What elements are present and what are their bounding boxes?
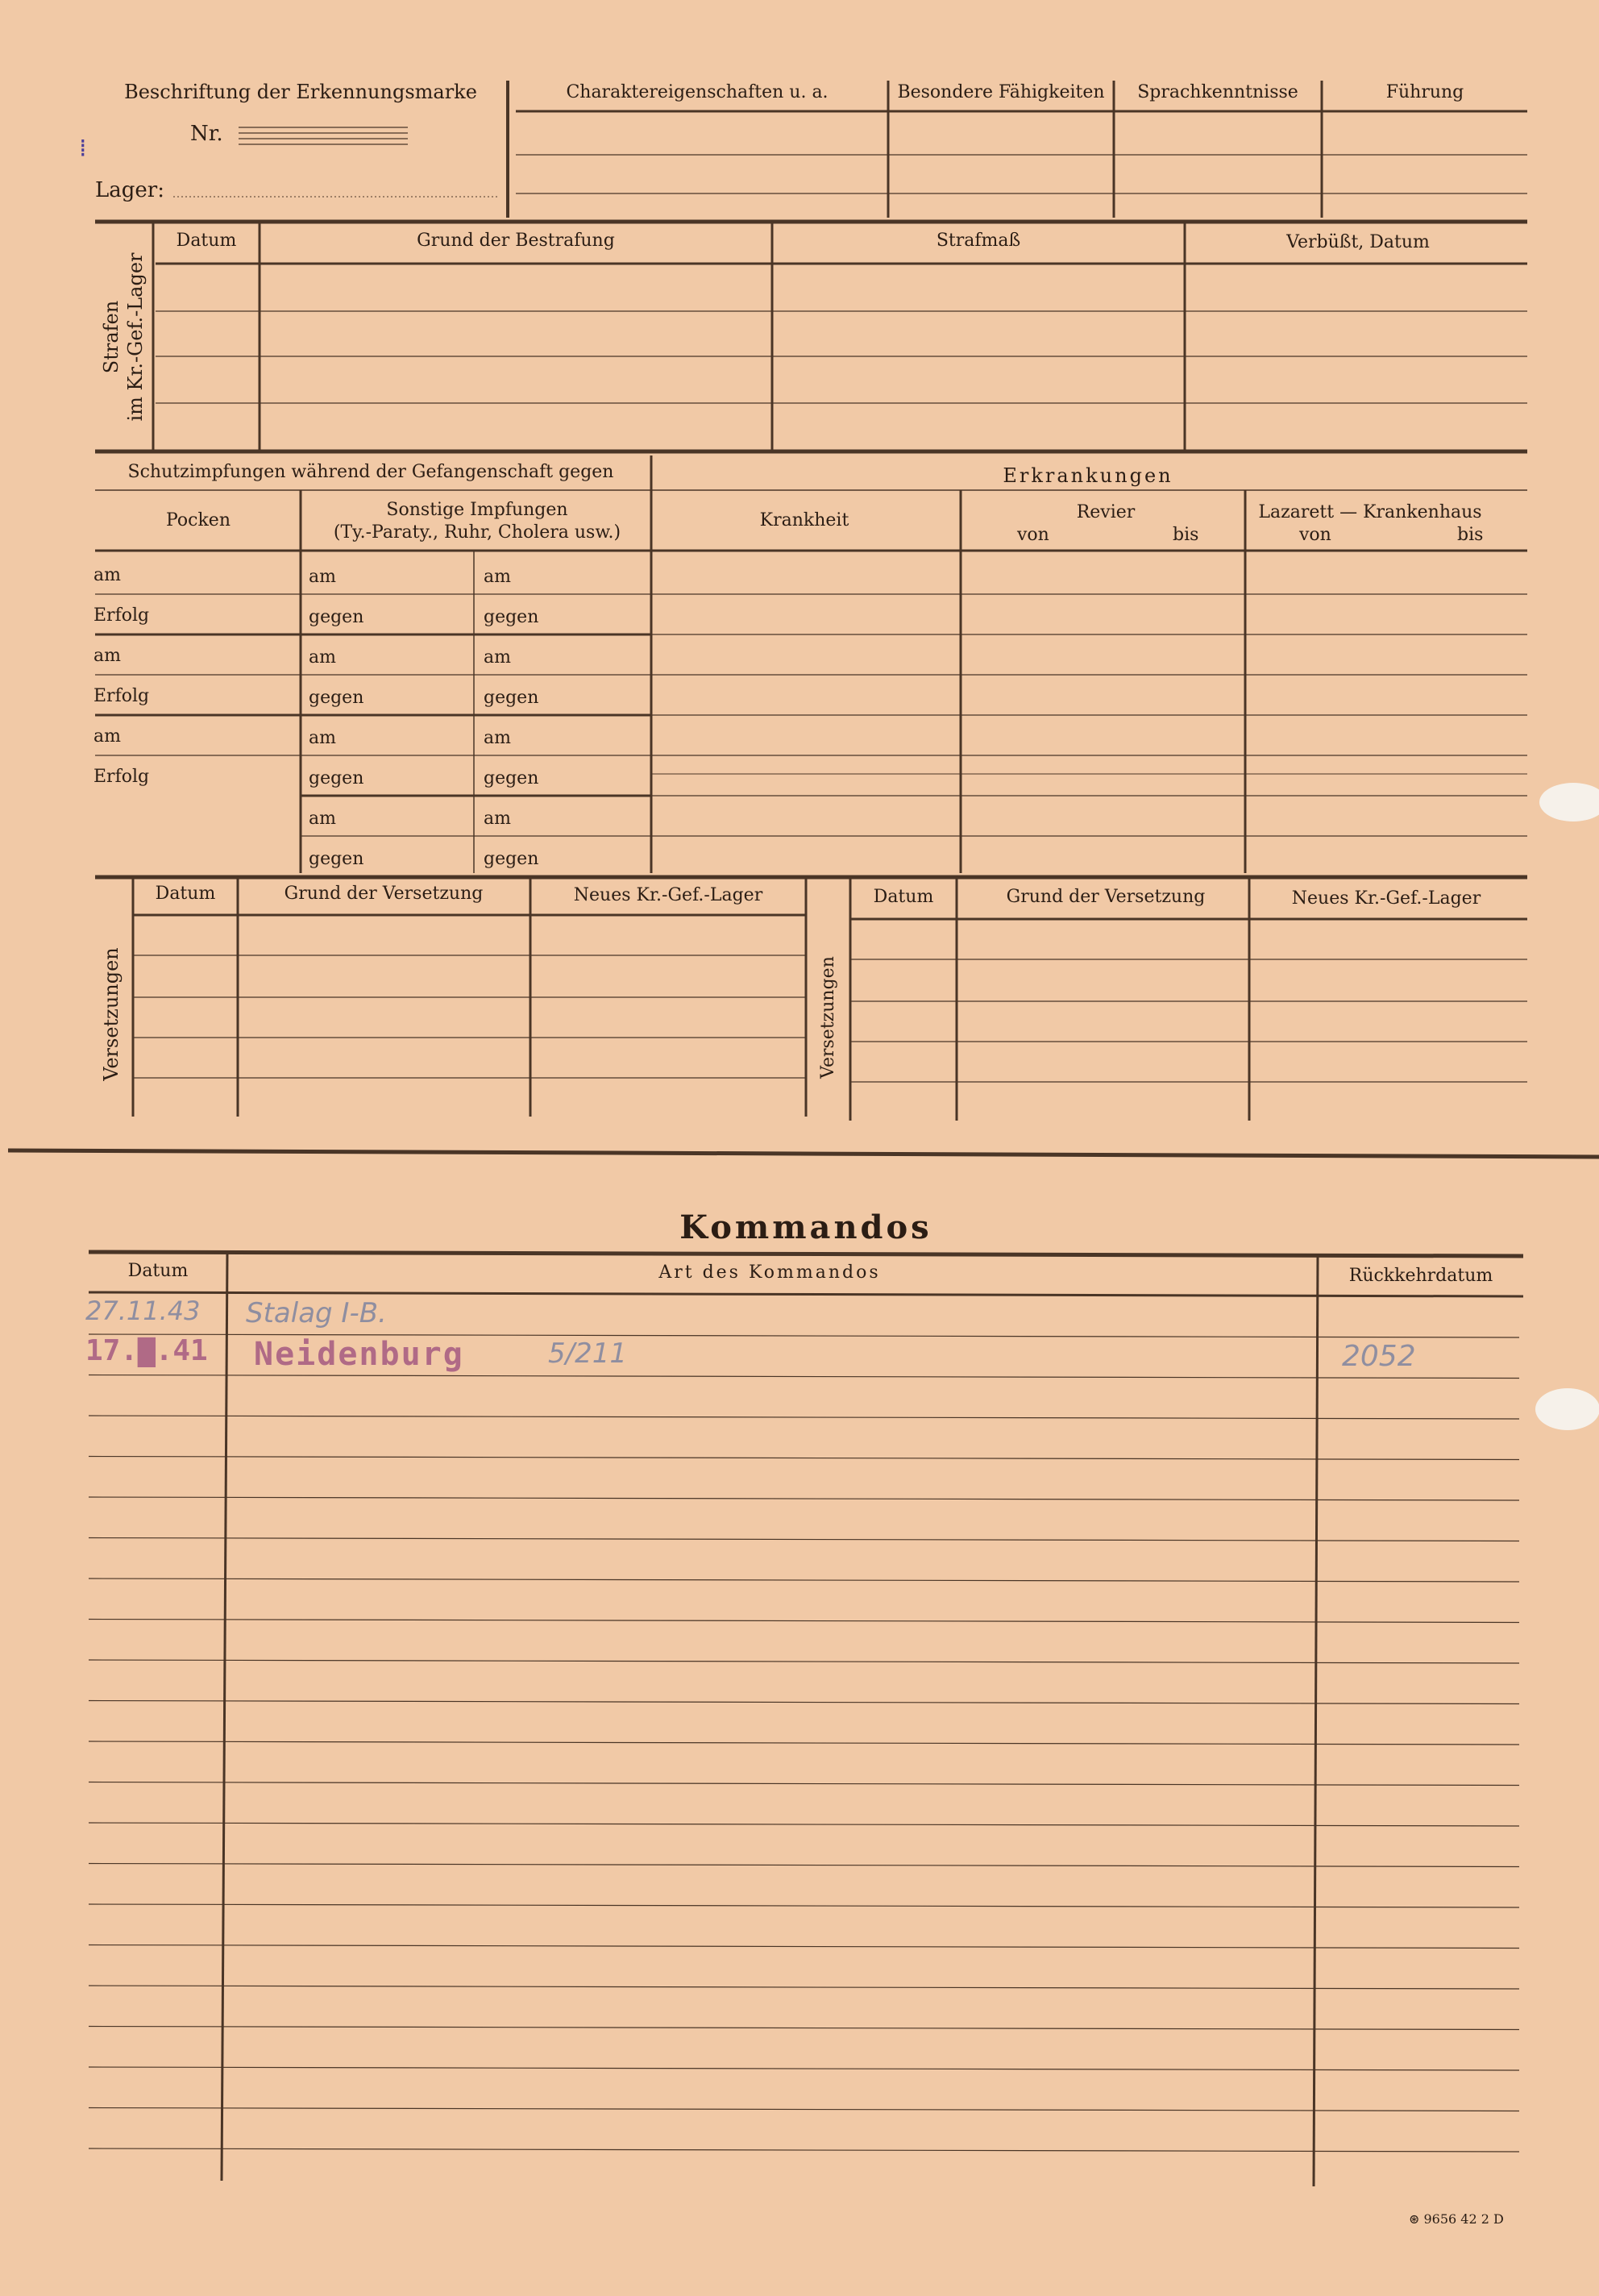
vaccination-row: am (309, 567, 336, 587)
other-vaccinations-header: Sonstige Impfungen (386, 500, 568, 520)
header-charaktereigenschaften: Charaktereigenschaften u. a. (566, 82, 829, 102)
other-vaccinations-subheader: (Ty.-Paraty., Ruhr, Cholera usw.) (333, 522, 621, 543)
kommando-header-art: Art des Kommandos (658, 1262, 881, 1283)
pocken-header: Pocken (166, 510, 231, 530)
header-sprachkenntnisse: Sprachkenntnisse (1137, 82, 1298, 102)
kommando-entry-kind: Stalag I-B. (246, 1297, 387, 1329)
ink-mark-icon: ⁞ (79, 135, 87, 163)
kommando-header-rueckkehr: Rückkehrdatum (1348, 1266, 1493, 1286)
ledger-rule (89, 1823, 1519, 1826)
vaccination-row: gegen (309, 768, 364, 788)
ledger-rule (89, 1620, 1519, 1623)
vaccination-row: am (309, 647, 336, 668)
punishments-side-label-1: Strafen (100, 300, 123, 374)
vaccination-row: gegen (309, 688, 364, 708)
pocken-row: am (93, 565, 121, 585)
transfer-header-datum: Datum (155, 884, 216, 904)
vaccination-row: am (484, 728, 511, 748)
punishment-header-datum: Datum (176, 231, 237, 251)
vaccinations-header: Schutzimpfungen während der Gefangenschaft gegen (127, 462, 614, 482)
vaccination-row: gegen (484, 768, 539, 788)
kommando-header-datum: Datum (127, 1261, 189, 1281)
pocken-row: Erfolg (93, 686, 150, 706)
ledger-rule (89, 2027, 1519, 2030)
ledger-rule (89, 1497, 1519, 1500)
ledger-rule (89, 1578, 1519, 1582)
kommando-entry-kind-stamp: Neidenburg (254, 1336, 464, 1373)
vaccination-row: gegen (309, 607, 364, 627)
pocken-row: Erfolg (93, 605, 150, 626)
pocken-row: am (93, 726, 121, 747)
vaccination-row: gegen (484, 607, 539, 627)
ledger-rule (89, 1457, 1519, 1460)
punishment-header-grund: Grund der Bestrafung (417, 231, 615, 251)
vaccination-row: gegen (484, 688, 539, 708)
header-fuehrung: Führung (1385, 82, 1464, 102)
transfer-header-grund: Grund der Versetzung (284, 884, 484, 904)
punishment-header-verbuesst: Verbüßt, Datum (1286, 232, 1430, 252)
kommandos-title: Kommandos (679, 1208, 932, 1246)
transfer-header-grund: Grund der Versetzung (1006, 887, 1206, 907)
lager-label: Lager: (95, 178, 164, 202)
revier-bis: bis (1173, 525, 1199, 545)
pocken-row: Erfolg (93, 767, 150, 787)
ledger-rule (89, 2148, 1519, 2152)
illnesses-header: Erkrankungen (1003, 464, 1173, 487)
kommando-entry-return: 2052 (1342, 1340, 1416, 1373)
ledger-rule (89, 1904, 1519, 1907)
ledger-rule (89, 1660, 1519, 1663)
transfer-header-lager: Neues Kr.-Gef.-Lager (1291, 888, 1481, 909)
ledger-rule (89, 1782, 1519, 1786)
transfer-header-lager: Neues Kr.-Gef.-Lager (573, 885, 763, 905)
ledger-rule (89, 1945, 1519, 1949)
vaccination-row: gegen (309, 849, 364, 869)
punishments-side-label-2: im Kr.-Gef.-Lager (124, 252, 147, 422)
kommando-entry-number: 5/211 (548, 1337, 627, 1370)
lazarett-von: von (1299, 525, 1331, 545)
ledger-rule (89, 1375, 1519, 1379)
ledger-rule (89, 1538, 1519, 1541)
punishment-header-strafmass: Strafmaß (936, 231, 1021, 251)
vaccination-row: am (484, 647, 511, 668)
vaccination-row: am (484, 567, 511, 587)
transfer-header-datum: Datum (873, 887, 934, 907)
vaccination-row: am (484, 809, 511, 829)
nr-label: Nr. (190, 122, 223, 146)
vaccination-row: am (309, 809, 336, 829)
ledger-rule (89, 1701, 1519, 1704)
lazarett-header: Lazarett — Krankenhaus (1258, 502, 1482, 522)
transfers-side-label-right: Versetzungen (818, 956, 838, 1079)
ledger-rule (89, 1741, 1519, 1745)
header-faehigkeiten: Besondere Fähigkeiten (897, 82, 1105, 102)
revier-von: von (1017, 525, 1049, 545)
kommando-entry-date: 27.11.43 (85, 1296, 201, 1326)
krankheit-header: Krankheit (759, 510, 849, 530)
ledger-rule (89, 1416, 1519, 1419)
vaccination-row: am (309, 728, 336, 748)
revier-header: Revier (1076, 502, 1136, 522)
ledger-rule (89, 1986, 1519, 1989)
footer-print-code: ⊛ 9656 42 2 D (1409, 2211, 1504, 2227)
pocken-row: am (93, 646, 121, 666)
id-tag-header: Beschriftung der Erkennungsmarke (124, 81, 477, 103)
ledger-rule (89, 2067, 1519, 2070)
ledger-rule (89, 1864, 1519, 1867)
transfers-side-label-left: Versetzungen (100, 947, 123, 1081)
vaccination-row: gegen (484, 849, 539, 869)
kommando-entry-date-stamp: 17.▇.41 (85, 1334, 208, 1367)
lazarett-bis: bis (1457, 525, 1484, 545)
ledger-rule (89, 2108, 1519, 2111)
